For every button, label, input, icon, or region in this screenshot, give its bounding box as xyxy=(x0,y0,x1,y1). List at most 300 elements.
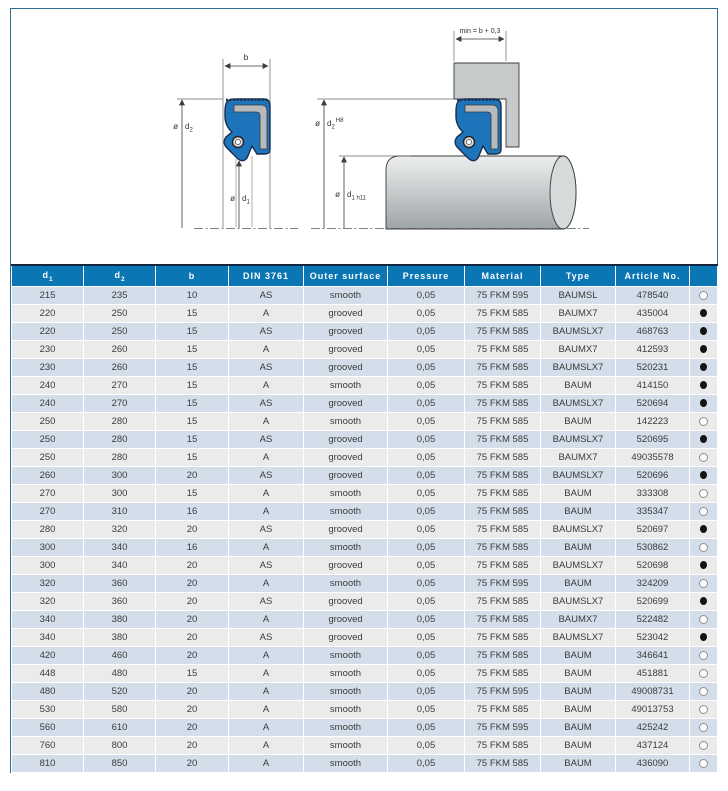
table-row xyxy=(12,611,718,629)
cell-type: BAUMSLX7 xyxy=(541,323,616,341)
cell-outer-surface: smooth xyxy=(304,737,388,755)
cell-d1: 260 xyxy=(12,467,84,485)
cell-d1: 230 xyxy=(12,341,84,359)
cell-article-no: 520698 xyxy=(616,557,690,575)
cell-d1: 810 xyxy=(12,755,84,773)
header-article-no: Article No. xyxy=(616,265,690,287)
availability-dot xyxy=(700,633,707,641)
cell-material: 75 FKM 585 xyxy=(465,449,541,467)
cell-material: 75 FKM 585 xyxy=(465,341,541,359)
d1-h11-label: $d_{1 h11}$ xyxy=(347,190,367,202)
cell-b: 20 xyxy=(156,737,229,755)
cell-d2: 360 xyxy=(84,575,156,593)
cell-b: 20 xyxy=(156,611,229,629)
cell-b: 20 xyxy=(156,719,229,737)
table-row xyxy=(12,377,718,395)
cell-pressure: 0,05 xyxy=(388,575,465,593)
cell-material: 75 FKM 585 xyxy=(465,323,541,341)
cell-article-no: 435004 xyxy=(616,305,690,323)
cell-d2: 280 xyxy=(84,431,156,449)
table-row xyxy=(12,755,718,773)
cell-d1: 220 xyxy=(12,323,84,341)
cell-material: 75 FKM 585 xyxy=(465,647,541,665)
cell-b: 20 xyxy=(156,629,229,647)
cell-din: AS xyxy=(229,395,304,413)
cell-d2: 360 xyxy=(84,593,156,611)
cell-d2: 480 xyxy=(84,665,156,683)
cell-article-no: 335347 xyxy=(616,503,690,521)
cell-din: A xyxy=(229,737,304,755)
cell-d1: 240 xyxy=(12,377,84,395)
availability-dot xyxy=(699,723,708,732)
cell-b: 20 xyxy=(156,701,229,719)
cell-material: 75 FKM 585 xyxy=(465,611,541,629)
cell-din: A xyxy=(229,539,304,557)
cell-d1: 250 xyxy=(12,431,84,449)
cell-pressure: 0,05 xyxy=(388,539,465,557)
cell-d2: 460 xyxy=(84,647,156,665)
cell-material: 75 FKM 585 xyxy=(465,737,541,755)
cell-d2: 250 xyxy=(84,323,156,341)
cell-availability xyxy=(690,701,718,719)
header-b: b xyxy=(156,265,229,287)
availability-dot xyxy=(699,669,708,678)
cell-outer-surface: smooth xyxy=(304,485,388,503)
cell-material: 75 FKM 595 xyxy=(465,575,541,593)
cell-d2: 610 xyxy=(84,719,156,737)
cell-d1: 420 xyxy=(12,647,84,665)
cell-availability xyxy=(690,287,718,305)
cell-article-no: 522482 xyxy=(616,611,690,629)
d2-dimension-label-prefix: ø xyxy=(173,122,178,131)
d1-dimension-label-prefix: ø xyxy=(230,194,235,203)
technical-diagram xyxy=(11,9,717,264)
availability-dot xyxy=(700,561,707,569)
cell-b: 20 xyxy=(156,575,229,593)
cell-d1: 320 xyxy=(12,593,84,611)
cell-d2: 310 xyxy=(84,503,156,521)
cell-b: 15 xyxy=(156,323,229,341)
cell-d1: 300 xyxy=(12,539,84,557)
cell-outer-surface: smooth xyxy=(304,647,388,665)
cell-din: AS xyxy=(229,557,304,575)
cell-d1: 280 xyxy=(12,521,84,539)
cell-d1: 250 xyxy=(12,449,84,467)
cell-outer-surface: grooved xyxy=(304,557,388,575)
availability-dot xyxy=(700,309,707,317)
cell-article-no: 520695 xyxy=(616,431,690,449)
cell-din: AS xyxy=(229,323,304,341)
cell-d1: 340 xyxy=(12,611,84,629)
cell-pressure: 0,05 xyxy=(388,719,465,737)
cell-d2: 320 xyxy=(84,521,156,539)
cell-d2: 280 xyxy=(84,449,156,467)
cell-material: 75 FKM 585 xyxy=(465,377,541,395)
cell-material: 75 FKM 585 xyxy=(465,557,541,575)
cell-material: 75 FKM 585 xyxy=(465,755,541,773)
cell-article-no: 520699 xyxy=(616,593,690,611)
table-row xyxy=(12,485,718,503)
availability-dot xyxy=(699,759,708,768)
cell-article-no: 520231 xyxy=(616,359,690,377)
cell-d1: 300 xyxy=(12,557,84,575)
cell-availability xyxy=(690,431,718,449)
table-row xyxy=(12,305,718,323)
cell-din: A xyxy=(229,377,304,395)
cell-availability xyxy=(690,557,718,575)
cell-d1: 230 xyxy=(12,359,84,377)
cell-d2: 280 xyxy=(84,413,156,431)
availability-dot xyxy=(700,525,707,533)
cell-d1: 250 xyxy=(12,413,84,431)
header-type: Type xyxy=(541,265,616,287)
cell-type: BAUM xyxy=(541,719,616,737)
cell-article-no: 520697 xyxy=(616,521,690,539)
availability-dot xyxy=(699,651,708,660)
cell-availability xyxy=(690,611,718,629)
cell-outer-surface: grooved xyxy=(304,611,388,629)
cell-d2: 380 xyxy=(84,611,156,629)
cell-outer-surface: smooth xyxy=(304,701,388,719)
cell-d1: 760 xyxy=(12,737,84,755)
cell-material: 75 FKM 585 xyxy=(465,521,541,539)
table-body xyxy=(12,287,718,773)
cell-type: BAUM xyxy=(541,665,616,683)
cell-outer-surface: smooth xyxy=(304,503,388,521)
table-row xyxy=(12,647,718,665)
availability-dot xyxy=(699,489,708,498)
table-header-row xyxy=(12,265,718,287)
cell-b: 15 xyxy=(156,359,229,377)
availability-dot xyxy=(699,453,708,462)
availability-dot xyxy=(699,741,708,750)
cell-b: 15 xyxy=(156,305,229,323)
cell-article-no: 324209 xyxy=(616,575,690,593)
cell-pressure: 0,05 xyxy=(388,359,465,377)
cell-availability xyxy=(690,755,718,773)
cell-d1: 215 xyxy=(12,287,84,305)
cell-article-no: 412593 xyxy=(616,341,690,359)
cell-availability xyxy=(690,683,718,701)
cell-din: A xyxy=(229,449,304,467)
cell-type: BAUM xyxy=(541,701,616,719)
cell-availability xyxy=(690,323,718,341)
cell-pressure: 0,05 xyxy=(388,449,465,467)
cell-pressure: 0,05 xyxy=(388,683,465,701)
cell-din: AS xyxy=(229,467,304,485)
table-row xyxy=(12,449,718,467)
table-row xyxy=(12,683,718,701)
seal-section-diagram xyxy=(173,52,298,229)
cell-outer-surface: grooved xyxy=(304,449,388,467)
cell-outer-surface: smooth xyxy=(304,719,388,737)
cell-din: A xyxy=(229,305,304,323)
availability-dot xyxy=(700,381,707,389)
cell-article-no: 49035578 xyxy=(616,449,690,467)
header-d1: $d_1$ xyxy=(12,265,84,287)
cell-outer-surface: grooved xyxy=(304,629,388,647)
cell-outer-surface: grooved xyxy=(304,467,388,485)
cell-material: 75 FKM 585 xyxy=(465,593,541,611)
cell-d1: 530 xyxy=(12,701,84,719)
cell-pressure: 0,05 xyxy=(388,701,465,719)
cell-din: A xyxy=(229,485,304,503)
cell-pressure: 0,05 xyxy=(388,413,465,431)
cell-type: BAUMSLX7 xyxy=(541,467,616,485)
cell-b: 15 xyxy=(156,395,229,413)
cell-type: BAUM xyxy=(541,485,616,503)
cell-din: A xyxy=(229,503,304,521)
header-availability xyxy=(690,265,718,287)
cell-material: 75 FKM 595 xyxy=(465,719,541,737)
cell-d1: 320 xyxy=(12,575,84,593)
cell-din: A xyxy=(229,665,304,683)
availability-dot xyxy=(699,543,708,552)
cell-material: 75 FKM 585 xyxy=(465,431,541,449)
table-row xyxy=(12,665,718,683)
cell-material: 75 FKM 585 xyxy=(465,359,541,377)
cell-pressure: 0,05 xyxy=(388,737,465,755)
cell-article-no: 437124 xyxy=(616,737,690,755)
table-row xyxy=(12,737,718,755)
cell-b: 15 xyxy=(156,413,229,431)
seal-installation-diagram xyxy=(311,28,589,229)
cell-availability xyxy=(690,395,718,413)
cell-type: BAUM xyxy=(541,755,616,773)
shaft-end-face xyxy=(550,156,576,229)
cell-d2: 235 xyxy=(84,287,156,305)
cell-b: 20 xyxy=(156,647,229,665)
cell-outer-surface: grooved xyxy=(304,323,388,341)
table-row xyxy=(12,287,718,305)
table-row xyxy=(12,359,718,377)
availability-dot xyxy=(699,291,708,300)
b-dimension-label: b xyxy=(243,52,249,62)
availability-dot xyxy=(699,417,708,426)
cell-pressure: 0,05 xyxy=(388,557,465,575)
cell-availability xyxy=(690,413,718,431)
cell-article-no: 49013753 xyxy=(616,701,690,719)
cell-d1: 480 xyxy=(12,683,84,701)
cell-b: 20 xyxy=(156,467,229,485)
cell-article-no: 468763 xyxy=(616,323,690,341)
cell-type: BAUMSLX7 xyxy=(541,395,616,413)
cell-pressure: 0,05 xyxy=(388,665,465,683)
cell-pressure: 0,05 xyxy=(388,341,465,359)
cell-outer-surface: grooved xyxy=(304,305,388,323)
cell-article-no: 333308 xyxy=(616,485,690,503)
cell-d2: 300 xyxy=(84,485,156,503)
cell-article-no: 523042 xyxy=(616,629,690,647)
availability-dot xyxy=(699,615,708,624)
cell-availability xyxy=(690,341,718,359)
specification-table xyxy=(11,264,718,773)
cell-pressure: 0,05 xyxy=(388,629,465,647)
cell-pressure: 0,05 xyxy=(388,647,465,665)
cell-din: A xyxy=(229,719,304,737)
cell-article-no: 530862 xyxy=(616,539,690,557)
cell-type: BAUMSLX7 xyxy=(541,431,616,449)
cell-outer-surface: grooved xyxy=(304,395,388,413)
cell-b: 20 xyxy=(156,593,229,611)
availability-dot xyxy=(700,471,707,479)
cell-type: BAUM xyxy=(541,737,616,755)
cell-availability xyxy=(690,467,718,485)
cell-b: 16 xyxy=(156,539,229,557)
shaft xyxy=(386,156,576,229)
cell-pressure: 0,05 xyxy=(388,377,465,395)
cell-d2: 380 xyxy=(84,629,156,647)
cell-pressure: 0,05 xyxy=(388,611,465,629)
cell-d2: 270 xyxy=(84,377,156,395)
cell-article-no: 425242 xyxy=(616,719,690,737)
cell-din: AS xyxy=(229,629,304,647)
cell-b: 15 xyxy=(156,485,229,503)
cell-availability xyxy=(690,377,718,395)
table-row xyxy=(12,413,718,431)
cell-d2: 340 xyxy=(84,539,156,557)
cell-outer-surface: smooth xyxy=(304,413,388,431)
cell-type: BAUMSLX7 xyxy=(541,557,616,575)
d2-h8-label: $d_2^{H8}$ xyxy=(327,118,344,131)
cell-material: 75 FKM 585 xyxy=(465,701,541,719)
cell-article-no: 520696 xyxy=(616,467,690,485)
min-dimension-label: min = b + 0,3 xyxy=(459,28,501,35)
cell-d2: 850 xyxy=(84,755,156,773)
table-row xyxy=(12,575,718,593)
cell-outer-surface: grooved xyxy=(304,521,388,539)
cell-material: 75 FKM 585 xyxy=(465,395,541,413)
cell-material: 75 FKM 585 xyxy=(465,305,541,323)
cell-outer-surface: smooth xyxy=(304,287,388,305)
cell-outer-surface: grooved xyxy=(304,341,388,359)
availability-dot xyxy=(700,435,707,443)
cell-article-no: 49008731 xyxy=(616,683,690,701)
cell-type: BAUM xyxy=(541,647,616,665)
cell-d1: 270 xyxy=(12,503,84,521)
cell-article-no: 346641 xyxy=(616,647,690,665)
header-pressure: Pressure xyxy=(388,265,465,287)
table-row xyxy=(12,719,718,737)
table-row xyxy=(12,395,718,413)
cell-d1: 220 xyxy=(12,305,84,323)
table-row xyxy=(12,557,718,575)
cell-din: AS xyxy=(229,359,304,377)
cell-d2: 260 xyxy=(84,359,156,377)
cell-article-no: 414150 xyxy=(616,377,690,395)
cell-type: BAUM xyxy=(541,413,616,431)
cell-din: AS xyxy=(229,287,304,305)
d2-dimension-label: $d_2$ xyxy=(185,122,193,134)
table-row xyxy=(12,431,718,449)
cell-availability xyxy=(690,485,718,503)
table-row xyxy=(12,539,718,557)
cell-d2: 520 xyxy=(84,683,156,701)
cell-b: 15 xyxy=(156,449,229,467)
cell-availability xyxy=(690,647,718,665)
cell-outer-surface: grooved xyxy=(304,359,388,377)
cell-pressure: 0,05 xyxy=(388,305,465,323)
cell-availability xyxy=(690,305,718,323)
cell-pressure: 0,05 xyxy=(388,593,465,611)
table-row xyxy=(12,629,718,647)
cell-d1: 448 xyxy=(12,665,84,683)
cell-availability xyxy=(690,359,718,377)
cell-pressure: 0,05 xyxy=(388,431,465,449)
cell-d2: 580 xyxy=(84,701,156,719)
cell-pressure: 0,05 xyxy=(388,395,465,413)
cell-material: 75 FKM 585 xyxy=(465,467,541,485)
cell-availability xyxy=(690,521,718,539)
cell-din: A xyxy=(229,341,304,359)
cell-din: A xyxy=(229,413,304,431)
cell-d2: 260 xyxy=(84,341,156,359)
cell-availability xyxy=(690,665,718,683)
table-row xyxy=(12,521,718,539)
header-material: Material xyxy=(465,265,541,287)
cell-type: BAUMSLX7 xyxy=(541,629,616,647)
table-row xyxy=(12,467,718,485)
cell-outer-surface: smooth xyxy=(304,377,388,395)
cell-availability xyxy=(690,575,718,593)
cell-type: BAUM xyxy=(541,503,616,521)
cell-article-no: 478540 xyxy=(616,287,690,305)
cell-type: BAUM xyxy=(541,683,616,701)
cell-material: 75 FKM 585 xyxy=(465,413,541,431)
cell-availability xyxy=(690,539,718,557)
cell-b: 20 xyxy=(156,557,229,575)
availability-dot xyxy=(699,579,708,588)
availability-dot xyxy=(699,705,708,714)
cell-material: 75 FKM 595 xyxy=(465,683,541,701)
cell-b: 15 xyxy=(156,341,229,359)
cell-material: 75 FKM 595 xyxy=(465,287,541,305)
table-row xyxy=(12,323,718,341)
cell-din: A xyxy=(229,701,304,719)
cell-article-no: 142223 xyxy=(616,413,690,431)
table-row xyxy=(12,593,718,611)
cell-outer-surface: smooth xyxy=(304,575,388,593)
d2-h8-label-prefix: ø xyxy=(315,119,320,128)
cell-b: 15 xyxy=(156,665,229,683)
cell-outer-surface: smooth xyxy=(304,683,388,701)
cell-outer-surface: smooth xyxy=(304,539,388,557)
cell-type: BAUM xyxy=(541,377,616,395)
cell-d1: 560 xyxy=(12,719,84,737)
cell-material: 75 FKM 585 xyxy=(465,503,541,521)
table-row xyxy=(12,341,718,359)
cell-type: BAUMSLX7 xyxy=(541,359,616,377)
cell-d2: 800 xyxy=(84,737,156,755)
availability-dot xyxy=(700,345,707,353)
cell-din: AS xyxy=(229,593,304,611)
cell-d1: 340 xyxy=(12,629,84,647)
cell-type: BAUMSLX7 xyxy=(541,521,616,539)
cell-outer-surface: smooth xyxy=(304,755,388,773)
cell-b: 20 xyxy=(156,683,229,701)
cell-type: BAUMX7 xyxy=(541,341,616,359)
cell-pressure: 0,05 xyxy=(388,323,465,341)
cell-pressure: 0,05 xyxy=(388,503,465,521)
cell-din: AS xyxy=(229,521,304,539)
cell-din: A xyxy=(229,611,304,629)
cell-availability xyxy=(690,449,718,467)
cell-din: AS xyxy=(229,431,304,449)
cell-b: 15 xyxy=(156,431,229,449)
cell-din: A xyxy=(229,575,304,593)
cell-availability xyxy=(690,593,718,611)
cell-b: 16 xyxy=(156,503,229,521)
